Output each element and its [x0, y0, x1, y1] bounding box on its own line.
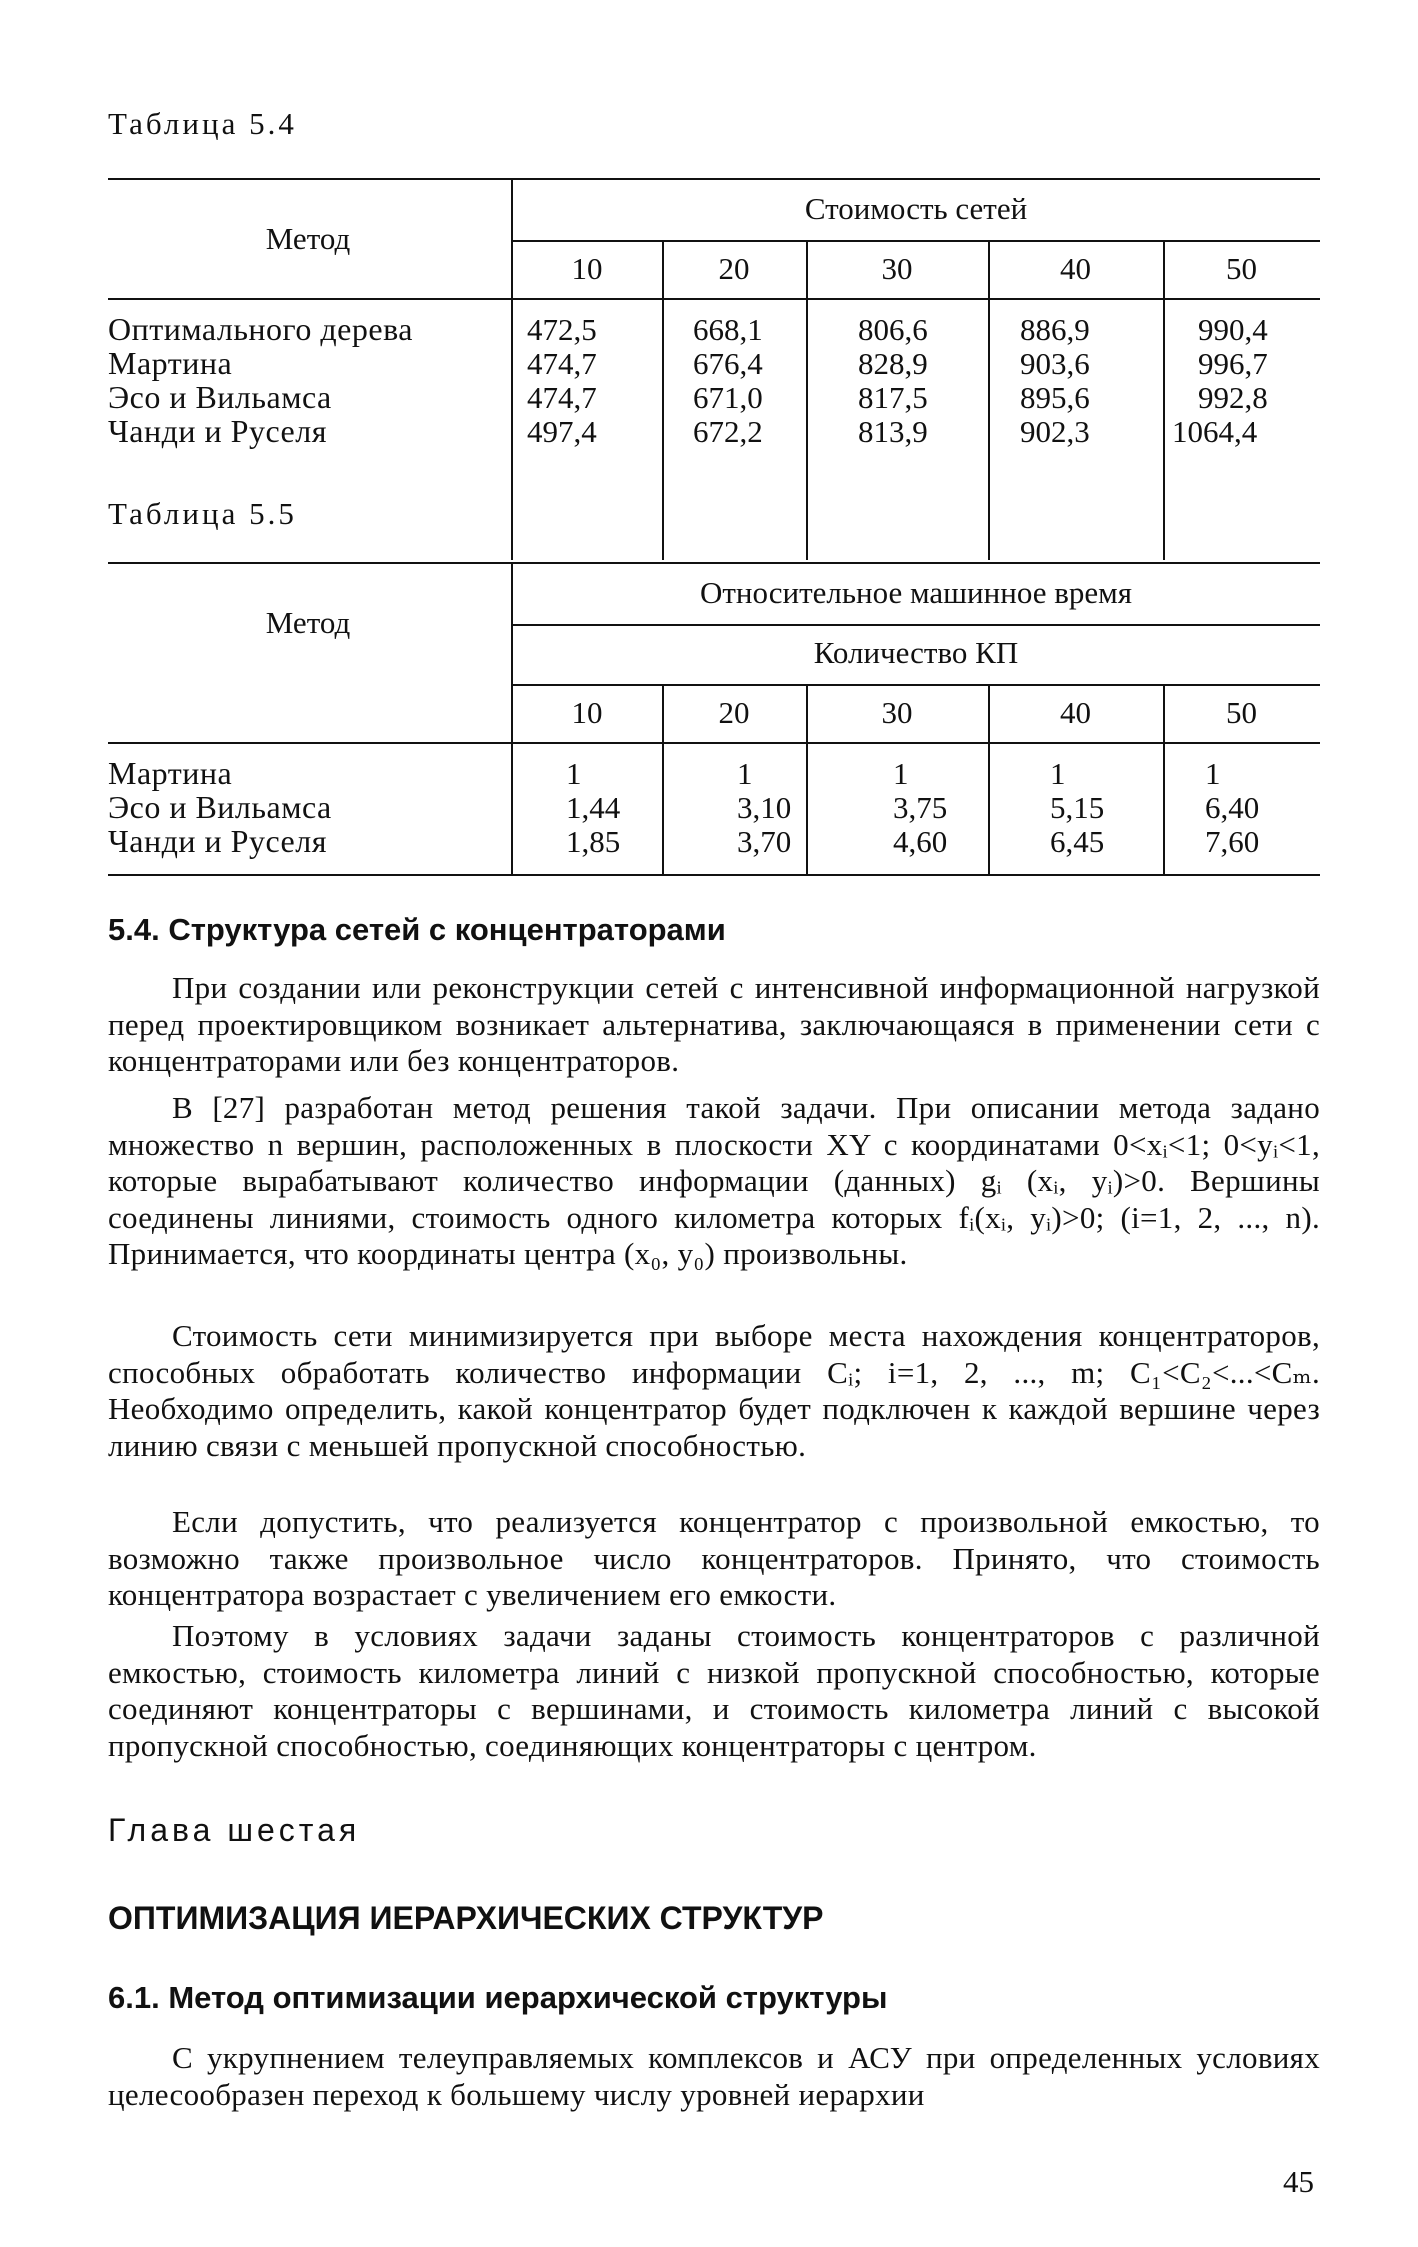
table-5-4-col-header: 50: [1226, 251, 1257, 286]
section-5-4-paragraph: В [27] разработан метод решения такой задачи. При описании метода задано множество n вершин, расположенных в плоскости XY с координатами 0<xᵢ<1; 0<yᵢ<1, которые вырабатывают количество информации (данных) gᵢ (xᵢ, yᵢ)>0. Вершины соединены линиями, стоимость одного километра которых fᵢ(xᵢ, yᵢ)>0; (i=1, 2, ..., n). Принимается, что координаты центра (x₀, y₀) произвольны.: [108, 1090, 1320, 1271]
table-5-5-cell: 7,60: [1205, 824, 1260, 859]
table-5-4-cell: 676,4: [693, 346, 763, 381]
table-5-5-cell: 1,85: [566, 824, 621, 859]
table-5-4-cell: 902,3: [1020, 414, 1090, 449]
chapter-title: ОПТИМИЗАЦИЯ ИЕРАРХИЧЕСКИХ СТРУКТУР: [108, 1900, 824, 1936]
section-6-1-heading: 6.1. Метод оптимизации иерархической структуры: [108, 1980, 888, 2015]
table-5-4-row-method: Мартина: [108, 345, 233, 381]
table-5-4-cell: 672,2: [693, 414, 763, 449]
table-5-5-cell: 1: [1050, 756, 1066, 791]
table-5-4-cell: 895,6: [1020, 380, 1090, 415]
table-5-5-caption: Таблица 5.5: [108, 496, 297, 531]
table-5-5-col-header: 30: [881, 695, 913, 730]
table-5-5-col-header: 10: [571, 695, 603, 730]
chapter-label: Глава шестая: [108, 1812, 361, 1848]
table-5-4-cell: 472,5: [527, 312, 597, 347]
table-5-5-cell: 3,70: [737, 824, 792, 859]
table-5-4-cell: 828,9: [858, 346, 928, 381]
table-5-4-cell: 668,1: [693, 312, 763, 347]
section-5-4-paragraph: Поэтому в условиях задачи заданы стоимость концентраторов с различной емкостью, стоимость километра линий с низкой пропускной способностью, которые соединяют концентраторы с вершинами, и стоимость километра линий с высокой пропускной способностью, соединяющих концентраторы с центром.: [108, 1618, 1320, 1763]
table-5-4-row-method: Чанди и Руселя: [108, 413, 327, 449]
table-5-5-cell: 3,75: [893, 790, 948, 825]
table-5-4-cell: 497,4: [527, 414, 597, 449]
table-5-5-row-method: Чанди и Руселя: [108, 823, 327, 859]
table-5-5-row-method: Мартина: [108, 755, 233, 791]
section-5-4-heading: 5.4. Структура сетей с концентраторами: [108, 912, 726, 947]
table-5-5-cell: 4,60: [893, 824, 948, 859]
table-5-4-cell: 671,0: [693, 380, 763, 415]
table-5-4-col-header: 20: [718, 251, 750, 286]
table-5-5-cell: 1: [566, 756, 582, 791]
page-number: 45: [1283, 2164, 1314, 2199]
section-5-4-paragraph: При создании или реконструкции сетей с интенсивной информационной нагрузкой перед проектировщиком возникает альтернатива, заключающаяся в применении сети с концентраторами или без концентраторов.: [108, 970, 1320, 1078]
table-5-5-cell: 1: [737, 756, 753, 791]
table-5-4-col-header: 40: [1060, 251, 1091, 286]
table-5-4-cell: 990,4: [1198, 312, 1268, 347]
table-5-5-cell: 6,45: [1050, 824, 1105, 859]
table-5-4-cell: 806,6: [858, 312, 928, 347]
table-5-4-row-method: Эсо и Вильамса: [108, 379, 332, 415]
table-5-4-col-header: 30: [881, 251, 913, 286]
table-5-5-cell: 1: [1205, 756, 1221, 791]
section-6-1-paragraph: С укрупнением телеуправляемых комплексов и АСУ при определенных условиях целесообразен переход к большему числу уровней иерархии: [108, 2040, 1320, 2112]
table-5-5-cell: 1,44: [566, 790, 621, 825]
table-5-4-cell: 1064,4: [1172, 414, 1258, 449]
table-5-4-cell: 992,8: [1198, 380, 1268, 415]
table-5-5-group-header: Относительное машинное время: [699, 575, 1132, 610]
table-5-4-cell: 903,6: [1020, 346, 1090, 381]
table-5-4-row-method: Оптимального дерева: [108, 311, 413, 347]
table-5-4-cell: 813,9: [858, 414, 928, 449]
table-5-4-cell: 474,7: [527, 380, 597, 415]
table-5-5-row-method: Эсо и Вильамса: [108, 789, 332, 825]
table-5-5-cell: 1: [893, 756, 909, 791]
table-5-5-col-header: 50: [1226, 695, 1257, 730]
section-5-4-paragraph: Если допустить, что реализуется концентратор с произвольной емкостью, то возможно также произвольное число концентраторов. Принято, что стоимость концентратора возрастает с увеличением его емкости.: [108, 1504, 1320, 1612]
table-5-5-sub-header: Количество КП: [813, 635, 1019, 670]
table-5-5-col-header: 40: [1060, 695, 1091, 730]
table-5-5-method-header: Метод: [265, 605, 351, 640]
section-5-4-paragraph: Стоимость сети минимизируется при выборе места нахождения концентраторов, способных обработать количество информации Cᵢ; i=1, 2, ..., m; C₁<C₂<...<Cₘ. Необходимо определить, какой концентратор будет подключен к каждой вершине через линию связи с меньшей пропускной способностью.: [108, 1318, 1320, 1463]
table-5-4-cell: 886,9: [1020, 312, 1090, 347]
table-5-4-group-header: Стоимость сетей: [804, 191, 1028, 226]
table-5-4-method-header: Метод: [265, 221, 351, 256]
table-5-5-col-header: 20: [718, 695, 750, 730]
table-5-5-cell: 5,15: [1050, 790, 1105, 825]
table-5-4-col-header: 10: [571, 251, 603, 286]
table-5-4-caption: Таблица 5.4: [108, 106, 297, 141]
table-5-5-cell: 3,10: [737, 790, 792, 825]
table-5-4-cell: 817,5: [858, 380, 928, 415]
table-5-5-cell: 6,40: [1205, 790, 1260, 825]
table-5-4-cell: 996,7: [1198, 346, 1268, 381]
table-5-4-cell: 474,7: [527, 346, 597, 381]
